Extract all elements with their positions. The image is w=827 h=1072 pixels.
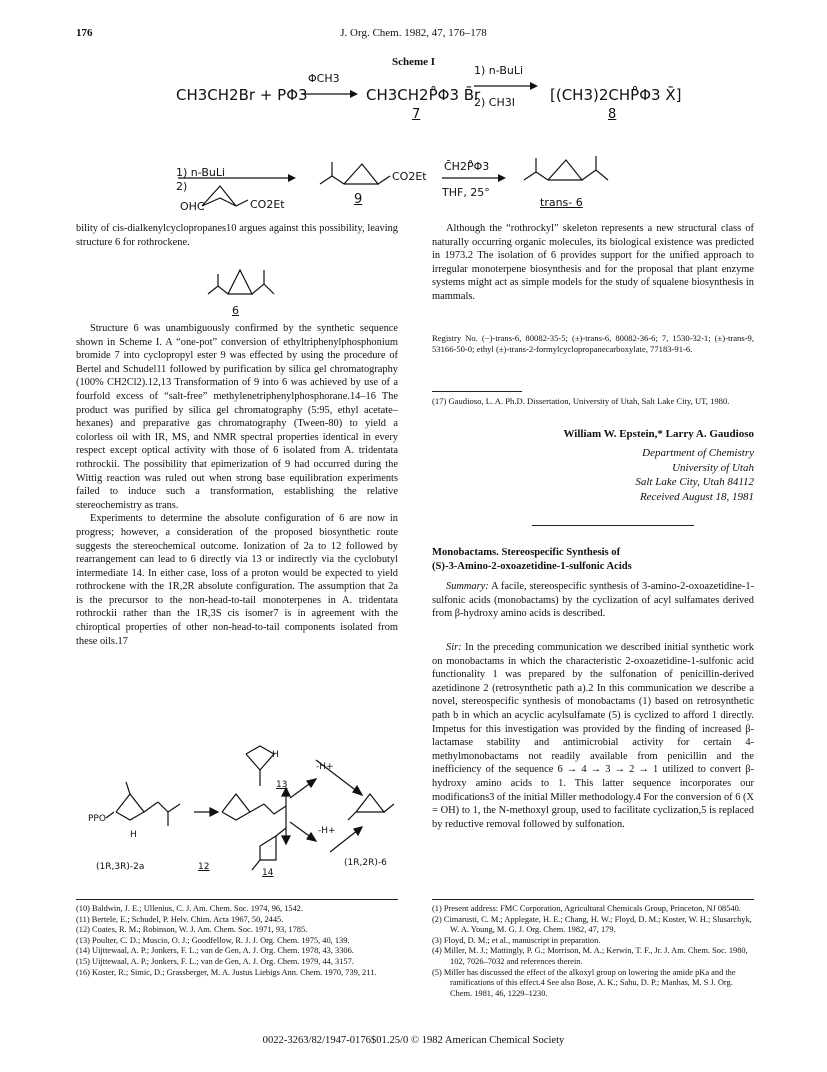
sir-paragraph [432, 641, 754, 831]
compound-label-12: 12 [198, 862, 210, 872]
ylide-reagent: C̄H2P̊Φ3 [444, 160, 490, 173]
scheme-arrow2-step1: 1) n-BuLi [474, 64, 524, 77]
ylide-conditions: THF, 25° [442, 186, 490, 199]
reaction-arrow-2 [472, 80, 542, 92]
department: Department of Chemistry [642, 447, 754, 459]
paragraph: Although the “rothrockyl” skeleton represents a new structural class of naturally occurring organic molecules, its biological existence was predicted in 1973.2 The isolation of 6 provides support for the unified approach to irregular monoterpene biosynthesis and for the proposal that plant enzyme systems might act as simple models for the study of squalene biosynthesis in mammals. [432, 223, 754, 302]
compound-label-7: 7 [412, 107, 421, 122]
summary-paragraph [432, 580, 754, 621]
reaction-arrow-3 [440, 172, 510, 184]
university: University of Utah [672, 461, 754, 474]
scheme-title: Scheme I [391, 56, 436, 68]
hydrogen-label: H [130, 830, 137, 840]
received-date: Received August 18, 1981 [639, 490, 754, 503]
proton-loss-label-1: -H+ [316, 762, 334, 772]
compound-label-8: 8 [608, 107, 617, 122]
paragraph: Experiments to determine the absolute configuration of 6 are now in progress; however, a consideration of the proposed biosynthetic route suggests the stereochemical outcome. Ionization of 2a to 12 followed by rearrangement can lead to 6 directly via 13 or indirectly via the cyclobutyl intermediate 14. In either case, loss of a proton would be expected to yield rothrockene with the 1R,2R absolute configuration. The assumption that 2a is the precursor to the non-head-to-tail monoterpenes in A. tridentata rothrockii rather than the 1R,3S cis isomer7 is in agreement with the chiroptical properties of other non-head-to-tail components isolated from these oils.17 [76, 513, 398, 647]
city: Salt Lake City, Utah 84112 [635, 476, 754, 488]
footnote: (11) Bertele, E.; Schudel, P. Helv. Chim. Acta 1967, 50, 2445. [76, 914, 284, 924]
compound-label-2a: (1R,3R)-2a [96, 862, 145, 872]
sir-label: Sir: [446, 642, 462, 653]
paragraph: bility of cis-dialkenylcyclopropanes10 argues against this possibility, leaving structure 6 for rothrockene. [76, 223, 398, 248]
trans-6-structure [520, 150, 624, 194]
footnotes-right [432, 904, 754, 999]
footnote-17 [432, 396, 754, 407]
footnotes-left [76, 904, 398, 978]
page-number: 176 [76, 27, 93, 39]
compound-label-14: 14 [262, 868, 274, 878]
footnote: (2) Cimarusti, C. M.; Applegate, H. E.; Chang, H. W.; Floyd, D. M.; Koster, W. H.; Slusarchyk, W. A. Young, M. G. J. Org. Chem. 1982, 47, 179. [432, 914, 752, 935]
aldehyde-left-group: OHC [180, 200, 205, 213]
right-col-intro [432, 222, 754, 304]
author-list: William W. Epstein,* Larry A. Gaudioso [563, 428, 754, 440]
rothrockene-structure [204, 260, 286, 306]
footnote: (5) Miller has discussed the effect of the alkoxyl group on lowering the amide pKa and the ramifications of this effect.4 See also Bose, A. K.; Sahu, D. P.; Manhas, M. S J. Org. Chem. 1981, 46, 1229–1230. [432, 967, 736, 998]
scheme-product-7: CH3CH2P̊Φ3 B̄r [366, 86, 481, 104]
footnote: (14) Uijttewaal, A. P.; Jonkers, F. L.; van de Gen, A. J. Org. Chem. 1978, 43, 3306. [76, 946, 354, 956]
footnotes-divider-left [76, 899, 398, 900]
scheme-reactant: CH3CH2Br + PΦ3 [176, 86, 308, 104]
hydrogen-label: H [272, 750, 279, 760]
footnote: (10) Baldwin, J. E.; Ullenius, C. J. Am. Chem. Soc. 1974, 96, 1542. [76, 904, 304, 913]
left-col-body [76, 322, 398, 648]
summary-text: A facile, stereospecific synthesis of 3-amino-2-oxoazetidine-1-sulfonic acids (monobactams) by the cyclization of acyl sulfamates derived from β-hydroxy amino acids is described. [432, 581, 755, 620]
aldehyde-right-group: CO2Et [250, 198, 285, 211]
proton-loss-label-2: -H+ [318, 826, 336, 836]
sir-text: In the preceding communication we described initial synthetic work on monobactams in which the characteristic 2-oxoazetidine-1-sulfonic acid functionality 1 was prepared by the sulfonation of penicillin-derived azetidinone 2 (retrosynthetic path a).2 In this communication we describe a novel, stereospecific synthesis of monobactams (1) based on retrosynthetic path b in which an acyclic acylsulfamate (5) is cyclized to afford 1 directly. Impetus for this investigation was provided by the finding of increased β-lactamase stability and antimicrobial activity for certain 4-methylmonobactams not readily available from penicillin and the inefficiency of the sequence 6 → 4 → 3 → 2 → 1 utilized to convert β-hydroxy amino acids to 1. This latter sequence incorporates our modifications3 of the initial Miller methodology.4 For the conversion of 6 (X = OH) to 1, the N-methoxyl group, used to facilitate cyclization,5 is replaced by reductive removal followed by sulfonation. [432, 642, 754, 830]
footnote: (12) Coates, R. M.; Robinson, W. J. Am. Chem. Soc. 1971, 93, 1785. [76, 925, 308, 935]
page-footer: 0022-3263/82/1947-0176$01.25/0 © 1982 American Chemical Society [262, 1035, 565, 1046]
scheme-row2-step2: 2) [176, 180, 188, 193]
article-divider [532, 525, 694, 526]
compound-label-6: 6 [232, 304, 239, 317]
article-title-line-2: (S)-3-Amino-2-oxoazetidine-1-sulfonic Acids [432, 561, 632, 572]
left-col-para0 [76, 222, 398, 249]
affiliation [432, 446, 754, 504]
registry-text: Registry No. (−)-trans-6, 80082-35-5; (±)-trans-6, 80082-36-6; 7, 1530-32-1; (±)-trans-9, 53166-50-0; ethyl (±)-trans-2-formylcyclopropanecarboxylate, 77183-91-6. [432, 333, 754, 354]
reaction-arrow-1 [300, 88, 360, 100]
summary-block [432, 580, 754, 621]
scheme-arrow2-step2: 2) CH3I [474, 96, 515, 109]
scheme-product-8: [(CH3)2CHP̊Φ3 X̄] [550, 86, 682, 104]
footnote: (15) Uijttewaal, A. P.; Jonkers, F. L.; van de Gen, A. J. Org. Chem. 1979, 44, 3157. [76, 956, 354, 966]
ppo-label: PPO [88, 814, 106, 824]
compound-label-9: 9 [354, 192, 363, 207]
compound-label-13: 13 [276, 780, 288, 790]
running-head: J. Org. Chem. 1982, 47, 176–178 [340, 27, 487, 39]
summary-label: Summary: [446, 581, 489, 592]
footnote: (16) Koster, R.; Simic, D.; Grassberger, M. A. Justus Liebigs Ann. Chem. 1970, 739, 211. [76, 967, 377, 977]
footnote-text: (17) Gaudioso, L. A. Ph.D. Dissertation, University of Utah, Salt Lake City, UT, 1980. [432, 396, 730, 406]
footnote: (1) Present address: FMC Corporation, Agricultural Chemicals Group, Princeton, NJ 08540. [432, 904, 741, 913]
compound-label-6-final: (1R,2R)-6 [344, 858, 387, 868]
footnote: (3) Floyd, D. M.; et al., manuscript in preparation. [432, 935, 601, 945]
article-title-line-1: Monobactams. Stereospecific Synthesis of [432, 547, 621, 558]
article-title [432, 546, 754, 574]
trans-6-label: trans- 6 [540, 196, 583, 209]
ester-group: CO2Et [392, 170, 427, 183]
footnote: (4) Miller, M. J.; Mattingly, P. G.; Morrison, M. A.; Kerwin, T. F., Jr. J. Am. Chem. Soc. 1980, 102, 7026–7032 and references therein. [432, 946, 748, 966]
footnote-divider [432, 391, 522, 392]
scheme-arrow1-reagent: ΦCH3 [308, 72, 340, 85]
footnotes-divider-right [432, 899, 754, 900]
paragraph: Structure 6 was unambiguously confirmed by the synthetic sequence shown in Scheme I. A “one-pot” conversion of ethyltriphenylphosphonium bromide 7 into cyclopropyl ester 9 was effected by using the procedure of Bertel and Schudel11 followed by purification by silica gel chromatography (100% CH2Cl2).12,13 Transformation of 9 into 6 was achieved by use of a fourfold excess of “salt-free” methylenetriphenylphosphorane.14–16 The product was purified by silica gel chromatography (5:95, ethyl acetate–hexanes) and preparative gas chromatography (Tween-80) to yield a colorless oil with IR, MS, and NMR spectral properties identical in every respect except optical activity with those of 6 isolated from A. tridentata rothrockii. The possibility that epimerization of 9 had occurred during the Wittig reaction was ruled out when strong base equilibration experiments failed to induce such a transformation, establishing the relative stereochemistry as trans. [76, 323, 398, 511]
sir-block [432, 641, 754, 831]
footnote: (13) Poulter, C. D.; Muscio, O. J.; Goodfellow, R. J. J. Org. Chem. 1975, 40, 139. [76, 935, 350, 945]
scheme-row2-step1: 1) n-BuLi [176, 166, 226, 179]
registry-numbers [432, 333, 754, 355]
